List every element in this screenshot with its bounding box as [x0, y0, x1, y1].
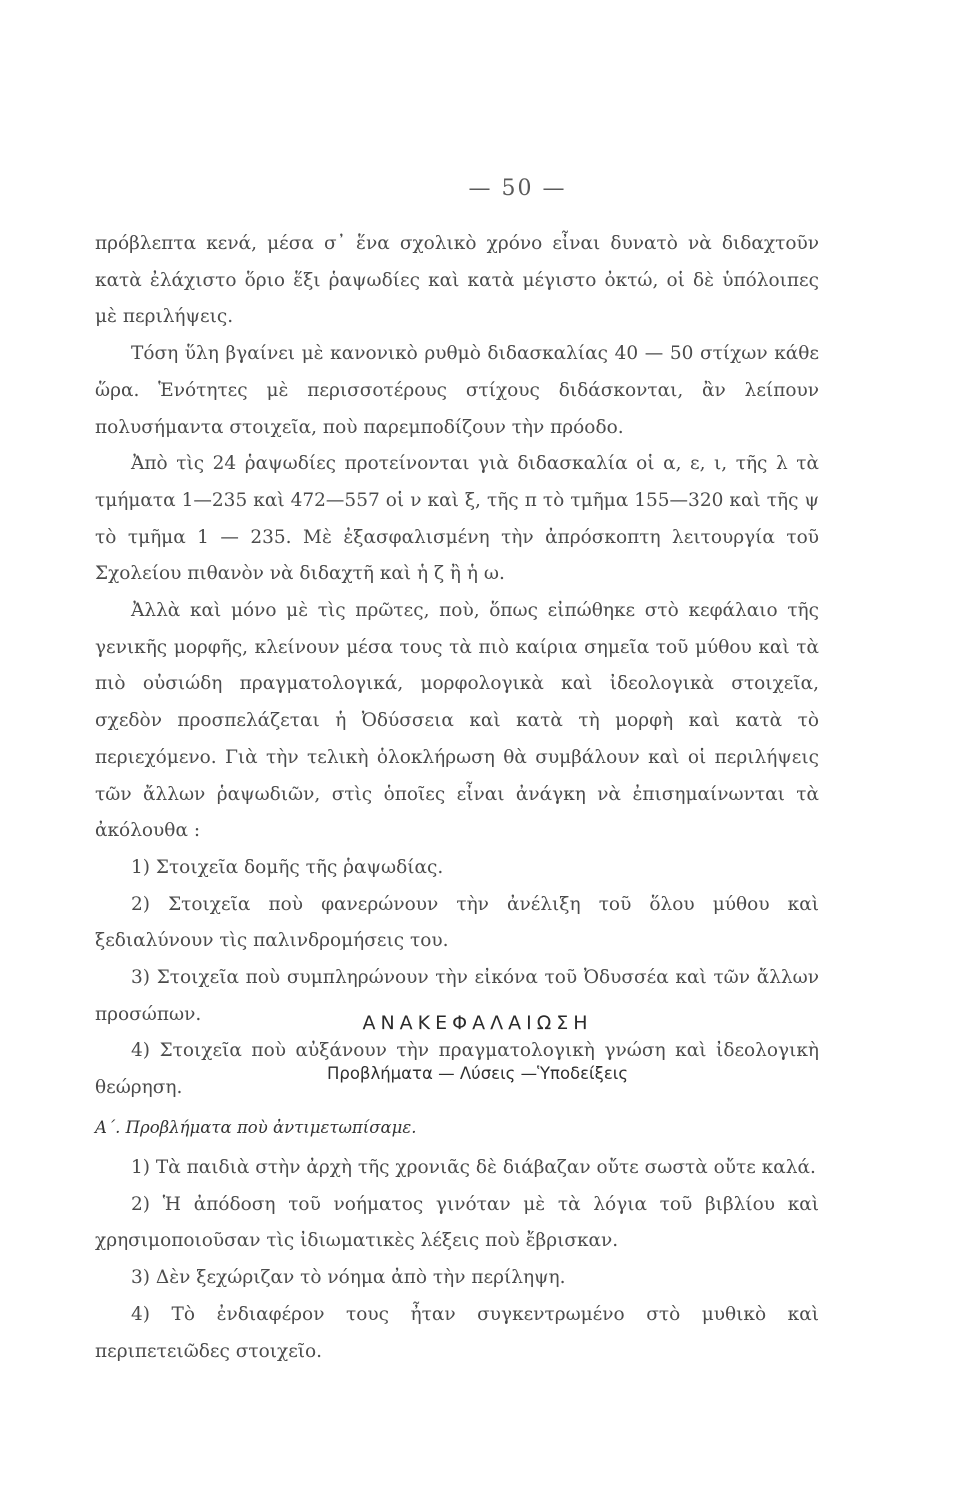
list-item: 3) Δὲν ξεχώριζαν τὸ νόημα ἀπὸ τὴν περίληψη. — [131, 1267, 566, 1289]
list-item: 3) Στοιχεῖα ποὺ συμπληρώνουν τὴν εἰκόνα τοῦ Ὀδυσσέα καὶ τῶν ἄλλων προσώπων. — [95, 967, 819, 1025]
list-item: 2) Ἡ ἀπόδοση τοῦ νοήματος γινόταν μὲ τὰ λόγια τοῦ βιβλίου καὶ χρησιμοποιοῦσαν τὶς ἰδιωματικὲς λέξεις ποὺ ἔβρισκαν. — [95, 1193, 819, 1252]
page-number: — 50 — — [468, 176, 567, 201]
problems-list — [95, 1150, 819, 1370]
list-item: 4) Στοιχεῖα ποὺ αὐξάνουν τὴν πραγματολογικὴ γνώση καὶ ἰδεολογικὴ θεώρηση. — [95, 1040, 819, 1099]
list-item: 1) Στοιχεῖα δομῆς τῆς ῥαψωδίας. — [131, 856, 444, 878]
section-subheading: Προβλήματα — Λύσεις —Ὑποδείξεις — [326, 1064, 629, 1083]
paragraph: Ἀπὸ τὶς 24 ῥαψωδίες προτείνονται γιὰ διδασκαλία οἱ α, ε, ι, τῆς λ τὰ τμήματα 1—235 καὶ 472—557 οἱ ν καὶ ξ, τῆς π τὸ τμῆμα 155—320 καὶ τῆς ψ τὸ τμῆμα 1 — 235. Μὲ ἐξασφαλισμένη τὴν ἀπρόσκοπτη λειτουργία τοῦ Σχολείου πιθανὸν νὰ διδαχτῆ καὶ ἡ ζ ἢ ἡ ω. — [95, 453, 819, 585]
section-heading: ΑΝΑΚΕΦΑΛΑΙΩΣΗ — [362, 1012, 593, 1034]
list-item: 1) Τὰ παιδιὰ στὴν ἀρχὴ τῆς χρονιᾶς δὲ διάβαζαν οὔτε σωστὰ οὔτε καλά. — [131, 1157, 816, 1178]
list-item: 4) Τὸ ἐνδιαφέρον τους ἦταν συγκεντρωμένο στὸ μυθικὸ καὶ περιπετειῶδες στοιχεῖο. — [95, 1303, 819, 1362]
paragraph: Τόση ὕλη βγαίνει μὲ κανονικὸ ρυθμὸ διδασκαλίας 40 — 50 στίχων κάθε ὥρα. Ἑνότητες μὲ περισσοτέρους στίχους διδάσκονται, ἂν λείπουν πολυσήμαντα στοιχεῖα, ποὺ παρεμποδίζουν τὴν πρόοδο. — [95, 343, 819, 438]
paragraph: Ἀλλὰ καὶ μόνο μὲ τὶς πρῶτες, ποὺ, ὅπως εἰπώθηκε στὸ κεφάλαιο τῆς γενικῆς μορφῆς, κλείνουν μέσα τους τὰ πιὸ καίρια σημεῖα τοῦ μύθου καὶ τὰ πιὸ οὐσιώδη πραγματολογικά, μορφολογικὰ καὶ ἰδεολογικὰ στοιχεῖα, σχεδὸν προσπελάζεται ἡ Ὀδύσσεια καὶ κατὰ τὴ μορφὴ καὶ κατὰ τὸ περιεχόμενο. Γιὰ τὴν τελικὴ ὁλοκλήρωση θὰ συμβάλουν καὶ οἱ περιλήψεις τῶν ἄλλων ῥαψωδιῶν, στὶς ὁποῖες εἶναι ἀνάγκη νὰ ἐπισημαίνωνται τὰ ἀκόλουθα : — [95, 600, 819, 842]
list-item: 2) Στοιχεῖα ποὺ φανερώνουν τὴν ἀνέλιξη τοῦ ὅλου μύθου καὶ ξεδιαλύνουν τὶς παλινδρομήσεις του. — [95, 893, 819, 952]
main-text-block — [95, 226, 819, 1107]
paragraph-continuation: πρόβλεπτα κενά, μέσα σ᾽ ἕνα σχολικὸ χρόνο εἶναι δυνατὸ νὰ διδαχτοῦν κατὰ ἐλάχιστο ὅριο ἕξι ῥαψωδίες καὶ κατὰ μέγιστο ὀκτώ, οἱ δὲ ὑπόλοιπες μὲ περιλήψεις. — [95, 233, 819, 328]
subsection-label: Α΄. Προβλήματα ποὺ ἀντιμετωπίσαμε. — [95, 1118, 417, 1137]
